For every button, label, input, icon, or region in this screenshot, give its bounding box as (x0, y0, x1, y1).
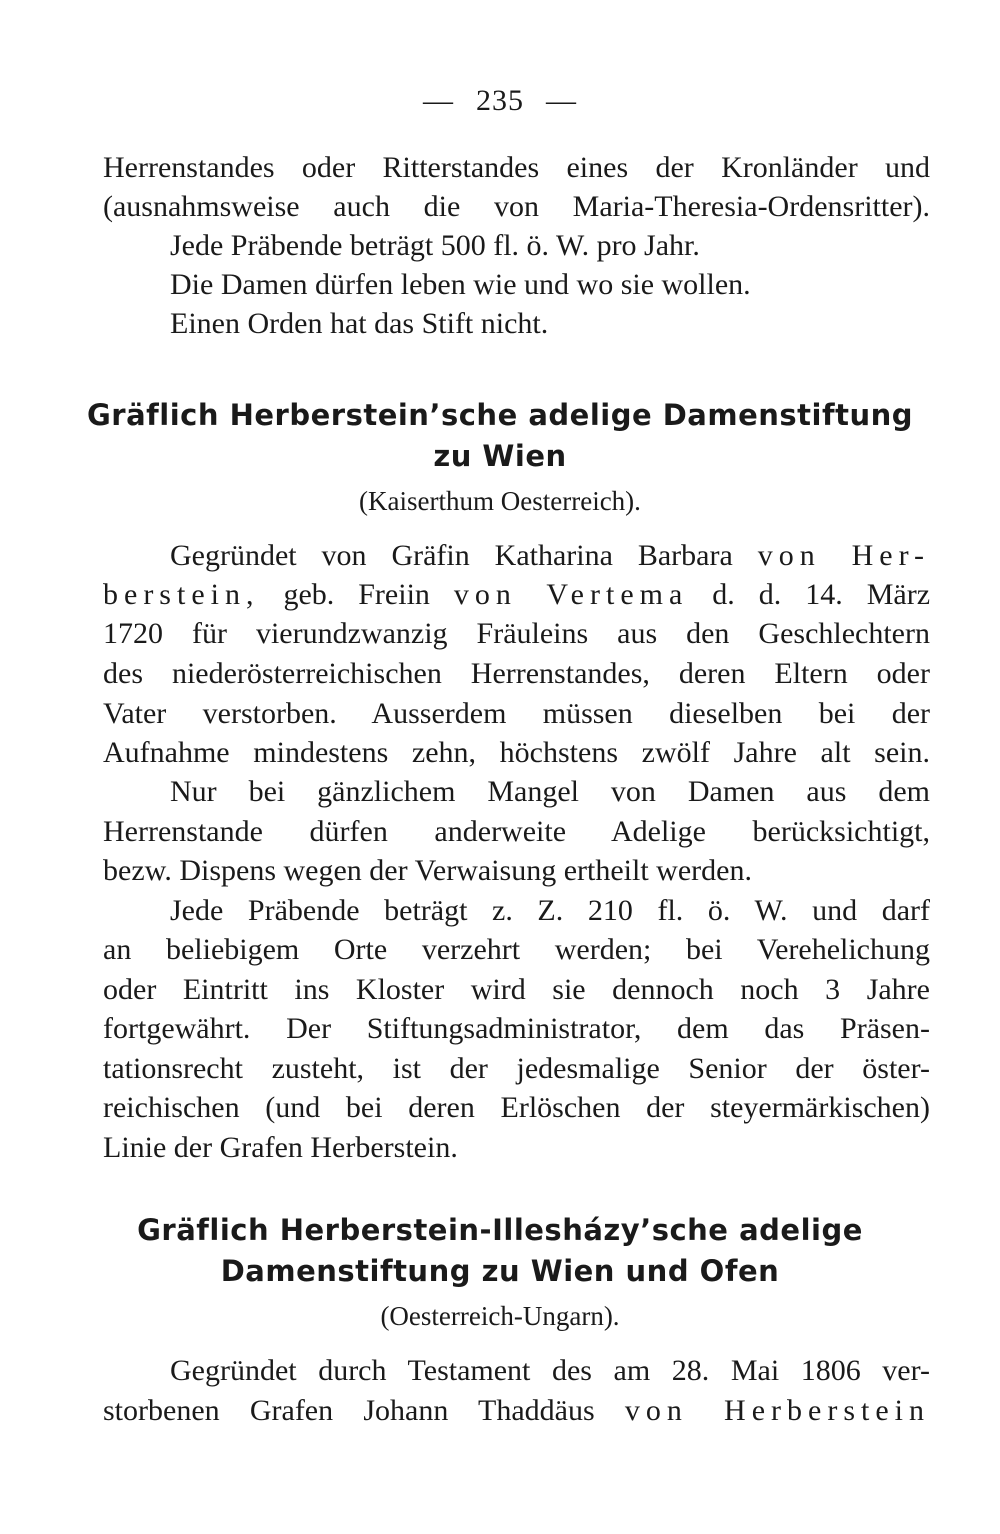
section-subtitle: (Kaiserthum Oesterreich). (359, 486, 641, 516)
paragraph-line: Einen Orden hat das Stift nicht. (170, 307, 549, 340)
text-line: bezw. Dispens wegen der Verwaisung ertheilt werden. (103, 854, 752, 887)
text-span: storbenen Grafen Johann Thaddäus (103, 1394, 595, 1427)
text-line: Herrenstande dürfen anderweite Adelige berücksichtigt, (103, 815, 930, 848)
paragraph-line: Jede Präbende beträgt 500 fl. ö. W. pro Jahr. (170, 229, 700, 262)
text-line: Linie der Grafen Herberstein. (103, 1131, 458, 1164)
folio-dash-left: — (423, 84, 454, 117)
spaced-name: von Herberstein (624, 1394, 930, 1427)
paragraph-line: Die Damen dürfen leben wie und wo sie wollen. (170, 268, 751, 301)
spaced-name: berstein, (103, 578, 260, 611)
text-line: tationsrecht zusteht, ist der jedesmalige Senior der öster- (103, 1052, 930, 1085)
text-line: 1720 für vierundzwanzig Fräuleins aus den Geschlechtern (103, 617, 930, 650)
text-line: des niederösterreichischen Herrenstandes, deren Eltern oder (103, 657, 930, 690)
text-line: Aufnahme mindestens zehn, höchstens zwölf Jahre alt sein. (103, 736, 930, 769)
spaced-name: von Her- (757, 539, 930, 572)
page-header (0, 84, 1000, 118)
text-line: fortgewährt. Der Stiftungsadministrator, dem das Präsen- (103, 1012, 930, 1045)
section-title-line: Damenstiftung zu Wien und Ofen (220, 1254, 780, 1288)
text-line: an beliebigem Orte verzehrt werden; bei Verehelichung (103, 933, 930, 966)
section-title-line: Gräflich Herberstein’sche adelige Damenstiftung (87, 398, 913, 432)
text-line: reichischen (und bei deren Erlöschen der steyermärkischen) (103, 1091, 930, 1124)
section-title-line: zu Wien (433, 439, 567, 473)
paragraph-line (170, 538, 930, 574)
text-line: Herrenstandes oder Ritterstandes eines der Kronländer und (103, 151, 930, 184)
text-span: Gegründet von Gräfin Katharina Barbara (170, 539, 733, 572)
paragraph-line: Gegründet durch Testament des am 28. Mai 1806 ver- (170, 1354, 930, 1387)
spaced-name: von Vertema (453, 578, 689, 611)
section-subtitle: (Oesterreich-Ungarn). (380, 1301, 620, 1331)
paragraph-line: Nur bei gänzlichem Mangel von Damen aus dem (170, 775, 930, 808)
page-number: 235 (476, 84, 524, 117)
paragraph-line (103, 1393, 930, 1429)
text-span: d. d. 14. März (712, 578, 931, 611)
text-line: oder Eintritt ins Kloster wird sie dennoch noch 3 Jahre (103, 973, 930, 1006)
text-span: geb. Freiin (283, 578, 430, 611)
text-line: (ausnahmsweise auch die von Maria-Theresia-Ordensritter). (103, 190, 930, 223)
section-title-line: Gräflich Herberstein-Illesházy’sche adelige (137, 1213, 863, 1247)
text-line: Vater verstorben. Ausserdem müssen dieselben bei der (103, 697, 930, 730)
paragraph-line: Jede Präbende beträgt z. Z. 210 fl. ö. W. und darf (170, 894, 930, 927)
folio-dash-right: — (546, 84, 577, 117)
paragraph-line (103, 577, 930, 613)
